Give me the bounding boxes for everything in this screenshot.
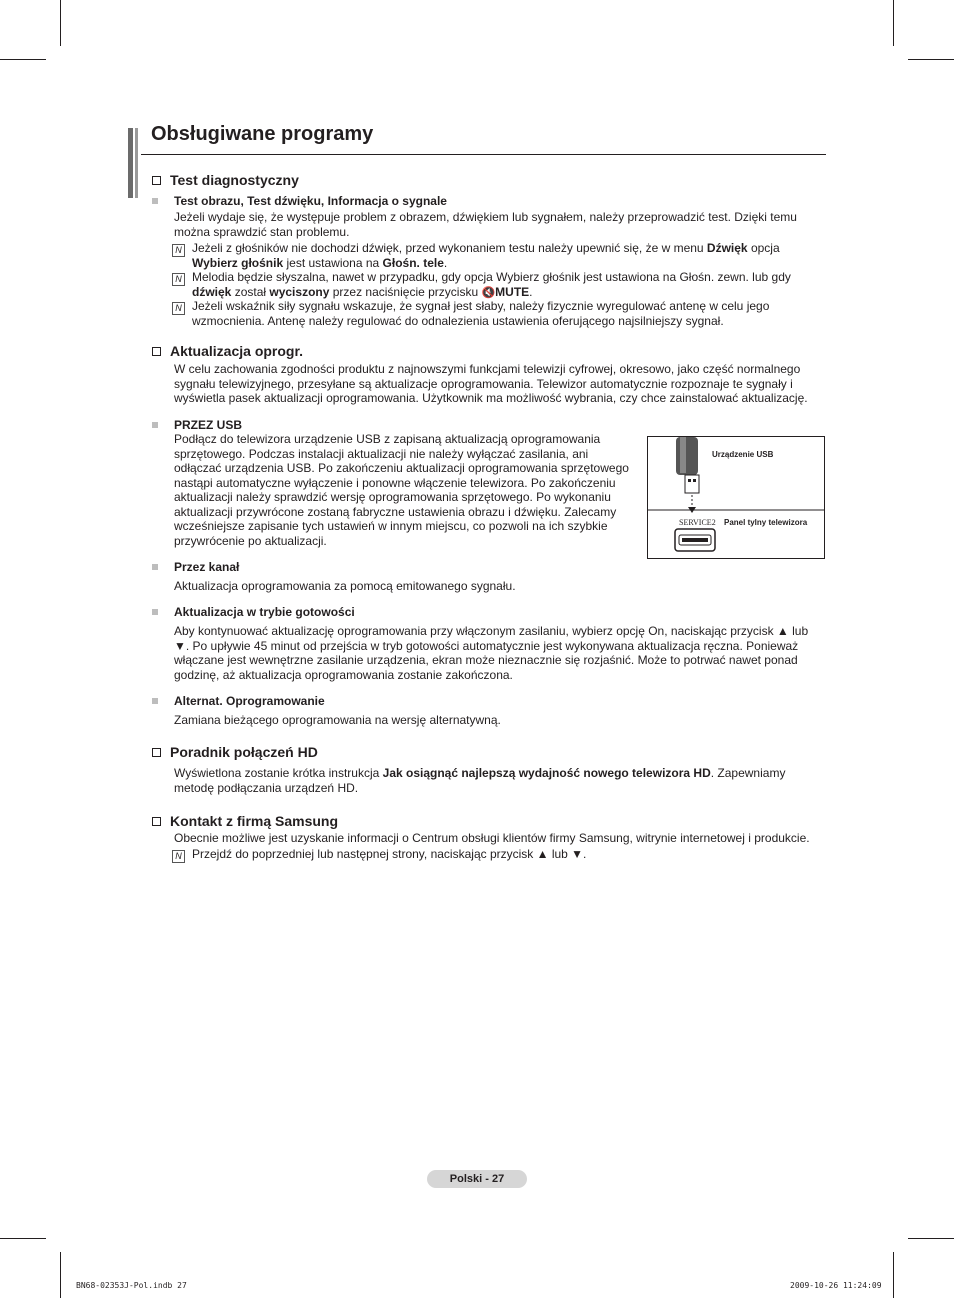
service2-port-label: SERVICE2 [679,518,716,527]
crop-mark [908,59,954,60]
crop-mark [893,0,894,46]
crop-mark [60,0,61,46]
crop-mark [893,1252,894,1298]
update-body: W celu zachowania zgodności produktu z najnowszymi funkcjami telewizji cyfrowej, okresowo, jako część normalnego sygnału telewizyjnego, przesyłane są aktualizacje oprogramowania. Telewizor automatycznie rozpoznaje te sygnały i wyświetla pasek aktualizacji oprogramowania. Użytkownik ma możliwość wybrania, czy chce zainstalować aktualizację. [174,362,808,405]
note-icon: N [172,273,185,286]
section-heading-test: Test diagnostyczny [152,172,299,188]
sub-heading-standby: Aktualizacja w trybie gotowości [152,605,355,619]
square-bullet-icon [152,564,158,570]
test-note-3: N Jeżeli wskaźnik siły sygnału wskazuje, że sygnał jest słaby, należy fizycznie wyregulować antenę w celu jego wzmocnienia. Antenę należy regulować do odnalezienia ustawienia oferującego najsilniejszy sygnał. [172,299,826,328]
checkbox-icon [152,817,161,826]
note-icon: N [172,302,185,315]
section-heading-update: Aktualizacja oprogr. [152,343,303,359]
test-note-1: N Jeżeli z głośników nie dochodzi dźwięk, przed wykonaniem testu należy upewnić się, że w menu Dźwięk opcja Wybierz głośnik jest ustawiona na Głośn. tele. [172,241,826,270]
sub-heading-channel: Przez kanał [152,560,239,574]
channel-body: Aktualizacja oprogramowania za pomocą emitowanego sygnału. [174,579,516,593]
usb-device-label: Urządzenie USB [712,450,774,459]
print-slug-right: 2009-10-26 11:24:09 [790,1281,882,1290]
checkbox-icon [152,748,161,757]
crop-mark [60,1252,61,1298]
sub-heading-usb: PRZEZ USB [152,418,242,432]
hd-body: Wyświetlona zostanie krótka instrukcja Jak osiągnąć najlepszą wydajność nowego telewizora HD. Zapewniamy metodę podłączania urządzeń HD. [174,766,786,795]
test-body: Jeżeli wydaje się, że występuje problem z obrazem, dźwiękiem lub sygnałem, należy przeprowadzić test. Dzięki temu można sprawdzić stan problemu. [174,210,797,239]
contact-note: N Przejdź do poprzedniej lub następnej strony, naciskając przycisk ▲ lub ▼. [172,847,826,863]
square-bullet-icon [152,698,158,704]
usb-figure [647,436,825,559]
page-title: Obsługiwane programy [151,123,374,145]
square-bullet-icon [152,609,158,615]
crop-mark [908,1238,954,1239]
crop-mark [0,59,46,60]
note-icon: N [172,850,185,863]
usb-body: Podłącz do telewizora urządzenie USB z zapisaną aktualizacją oprogramowania sprzętowego. Podczas instalacji aktualizacji nie należy wyłączać zasilania, ani odłączać urządzenia USB. Po zakończeniu aktualizacji oprogramowania sprzętowego nastąpi automatyczne wyłączenie i ponowne włączenie telewizora. Po zakończeniu aktualizacji należy sprawdzić wersję oprogramowania sprzętowego. Po wykonaniu aktualizacji przywrócone zostaną fabryczne ustawienia obrazu i dźwięku. Zalecamy wcześniejsze zapisanie tych ustawień w innym miejscu, co pozwoli na ich szybkie przywrócenie po aktualizacji. [174,432,629,548]
checkbox-icon [152,176,161,185]
section-heading-contact: Kontakt z firmą Samsung [152,813,338,829]
print-slug-left: BN68-02353J-Pol.indb 27 [76,1281,187,1290]
page-number: Polski - 27 [427,1170,527,1188]
contact-body: Obecnie możliwe jest uzyskanie informacji o Centrum obsługi klientów firmy Samsung, witrynie internetowej i produkcie. [174,831,810,845]
sub-heading-alternate: Alternat. Oprogramowanie [152,694,325,708]
alternate-body: Zamiana bieżącego oprogramowania na wersję alternatywną. [174,713,501,727]
title-rule [141,154,826,155]
square-bullet-icon [152,198,158,204]
tv-panel-label: Panel tylny telewizora [724,518,808,527]
square-bullet-icon [152,422,158,428]
section-heading-hd: Poradnik połączeń HD [152,744,318,760]
checkbox-icon [152,347,161,356]
mute-icon: 🔇 [481,286,496,299]
standby-body: Aby kontynuować aktualizację oprogramowania przy włączonym zasilaniu, wybierz opcję On, naciskając przycisk ▲ lub ▼. Po upływie 45 minut od przejścia w tryb gotowości automatycznie jest wykonywana aktualizacja ręczna. Ponieważ włączane jest wewnętrzne zasilanie urządzenia, ekran może nieznacznie się rozjaśnić. Może to potrwać nawet ponad godzinę, aż aktualizacja oprogramowania zostanie zakończona. [174,624,809,682]
crop-mark [0,1238,46,1239]
test-note-2: N Melodia będzie słyszalna, nawet w przypadku, gdy opcja Wybierz głośnik jest ustawiona na Głośn. zewn. lub gdy dźwięk został wyciszony przez naciśnięcie przycisku 🔇MUTE. [172,270,826,300]
sub-heading-test: Test obrazu, Test dźwięku, Informacja o sygnale [152,194,447,208]
note-icon: N [172,244,185,257]
